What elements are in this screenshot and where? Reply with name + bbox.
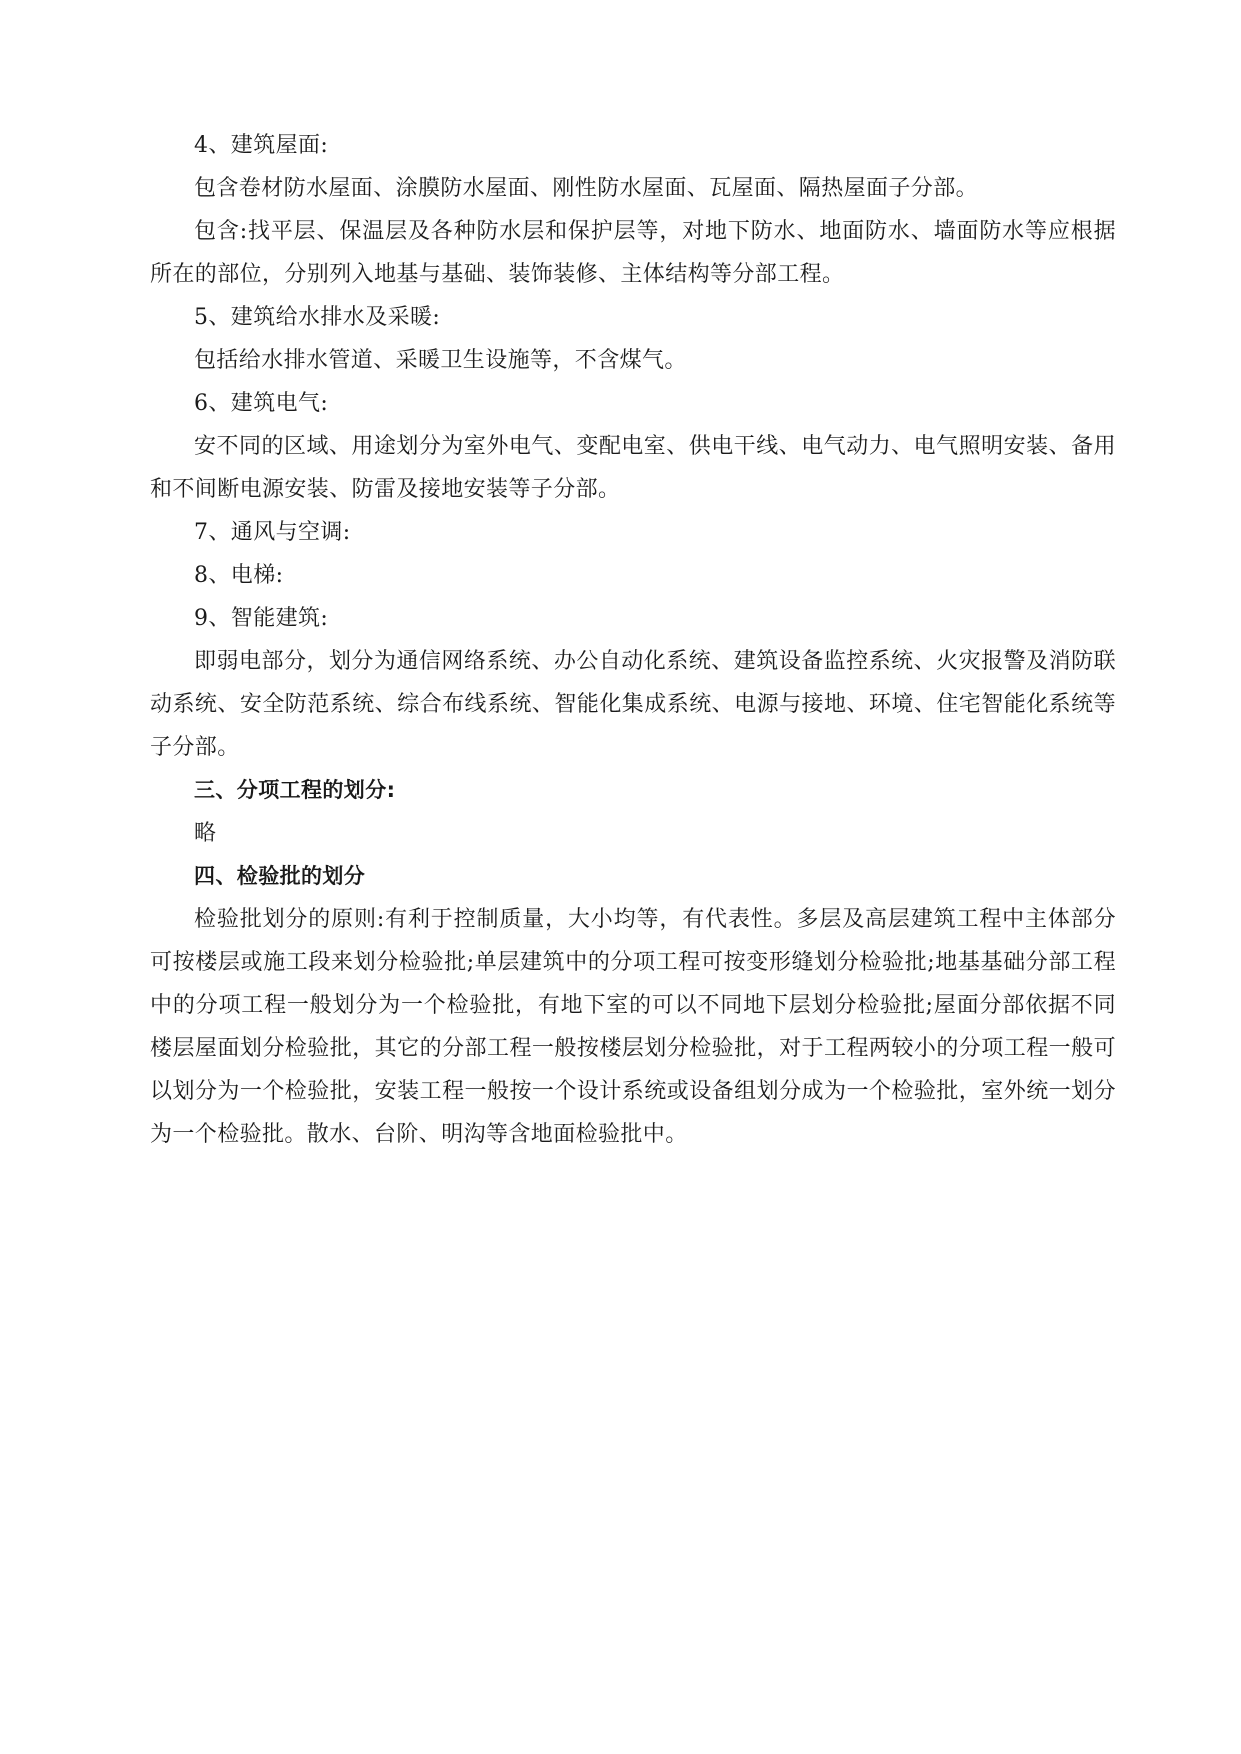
section-4-note: 包含:找平层、保温层及各种防水层和保护层等，对地下防水、地面防水、墙面防水等应根据所在的部位，分别列入地基与基础、装饰装修、主体结构等分部工程。 [150,219,1116,287]
section-5-title: 5、建筑给水排水及采暖: [194,305,441,330]
subitem-division-content: 略 [194,821,217,846]
section-6-content: 安不同的区域、用途划分为室外电气、变配电室、供电干线、电气动力、电气照明安装、备用和不间断电源安装、防雷及接地安装等子分部。 [150,434,1116,502]
section-4-content: 包含卷材防水屋面、涂膜防水屋面、刚性防水屋面、瓦屋面、隔热屋面子分部。 [194,176,979,201]
section-9-content: 即弱电部分，划分为通信网络系统、办公自动化系统、建筑设备监控系统、火灾报警及消防联动系统、安全防范系统、综合布线系统、智能化集成系统、电源与接地、环境、住宅智能化系统等子分部。 [150,649,1116,760]
section-8-title: 8、电梯: [194,563,284,588]
section-4-title: 4、建筑屋面: [194,133,329,158]
heading-subitem-division: 三、分项工程的划分: [194,778,396,802]
section-6-title: 6、建筑电气: [194,391,329,416]
section-9-title: 9、智能建筑: [194,606,329,631]
heading-inspection-lot-division: 四、检验批的划分 [194,864,366,888]
document-page [150,124,1116,1156]
section-5-content: 包括给水排水管道、采暖卫生设施等，不含煤气。 [194,348,687,373]
section-7-title: 7、通风与空调: [194,520,351,545]
inspection-lot-content: 检验批划分的原则:有利于控制质量，大小均等，有代表性。多层及高层建筑工程中主体部分可按楼层或施工段来划分检验批;单层建筑中的分项工程可按变形缝划分检验批;地基基础分部工程中的分项工程一般划分为一个检验批，有地下室的可以不同地下层划分检验批;屋面分部依据不同楼层屋面划分检验批，其它的分部工程一般按楼层划分检验批，对于工程两较小的分项工程一般可以划分为一个检验批，安装工程一般按一个设计系统或设备组划分成为一个检验批，室外统一划分为一个检验批。散水、台阶、明沟等含地面检验批中。 [150,907,1116,1147]
